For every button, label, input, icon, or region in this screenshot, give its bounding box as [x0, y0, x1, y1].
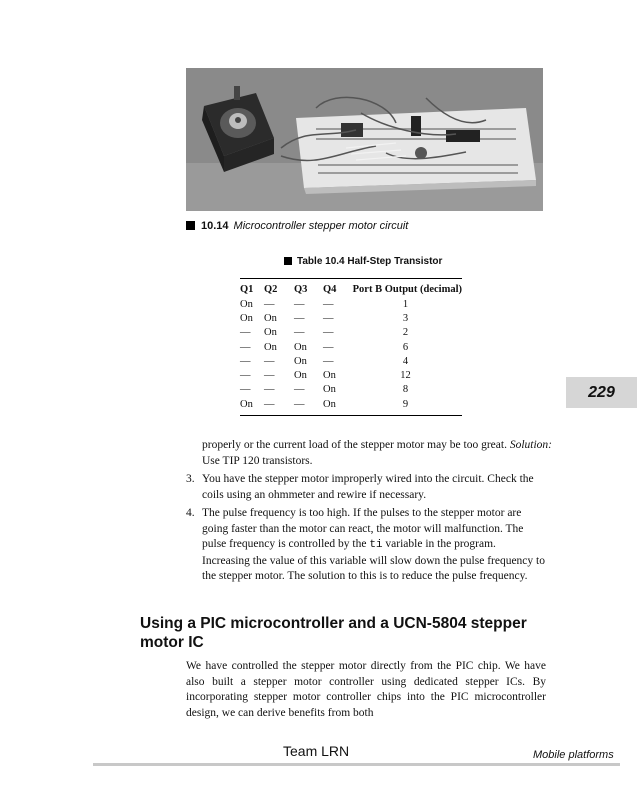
continuation-text: properly or the current load of the stepper motor may be too great. [202, 439, 510, 451]
table-row [240, 354, 462, 368]
table-cell: — [240, 355, 251, 367]
table-cell: 3 [402, 312, 409, 324]
circuit-photo-illustration [186, 68, 543, 211]
table-header-cell: Port B Output (decimal) [352, 284, 462, 295]
list-item-text: The pulse frequency is too high. If the pulses to the stepper motor are going faster than the motor can react, the motor will malfunction. The pulse frequency is controlled by the [202, 507, 524, 550]
table-row [240, 340, 462, 354]
table-header-cell: Q4 [323, 284, 337, 295]
table-cell: — [264, 298, 275, 310]
table-cell: — [323, 312, 334, 324]
table-header-row [240, 282, 462, 297]
table-cell: — [240, 370, 251, 382]
figure-caption [186, 220, 408, 232]
table-row [240, 297, 462, 311]
table-cell: — [323, 298, 334, 310]
continuation-text-end: Use TIP 120 transistors. [202, 454, 313, 467]
page-number: 229 [588, 384, 615, 401]
footer-watermark: Team LRN [283, 743, 350, 759]
table-row [240, 311, 462, 325]
table-cell: On [240, 298, 253, 310]
list-item [186, 472, 546, 503]
table-row [240, 397, 462, 411]
table-cell: On [323, 398, 336, 410]
table-cell: 2 [402, 327, 409, 339]
table-header-cell: Q2 [264, 284, 278, 295]
table-cell: On [294, 341, 307, 353]
table-cell: On [240, 398, 253, 410]
table-cell: 4 [402, 355, 409, 367]
code-variable: ti [369, 539, 383, 551]
table-cell: — [264, 370, 275, 382]
table-header-cell: Q3 [294, 284, 308, 295]
list-item-text: You have the stepper motor improperly wired into the circuit. Check the coils using an ohmmeter and rewire if necessary. [202, 473, 534, 501]
table-caption [284, 256, 442, 267]
list-item-number: 4. [186, 507, 195, 519]
list-item-number: 3. [186, 473, 195, 485]
table-caption-text: Table 10.4 Half-Step Transistor [297, 256, 443, 267]
table-cell: — [264, 398, 275, 410]
figure-caption-text: Microcontroller stepper motor circuit [233, 220, 409, 232]
table-cell: On [264, 312, 277, 324]
table-cell: — [294, 312, 305, 324]
solution-label: Solution: [509, 439, 553, 451]
continuation-paragraph [186, 438, 562, 469]
table-cell: — [323, 355, 334, 367]
table-cell: On [294, 355, 307, 367]
table-cell: — [294, 384, 305, 396]
table-cell: — [264, 355, 275, 367]
table-cell: — [294, 327, 305, 339]
table-row [240, 368, 462, 382]
table-cell: On [323, 370, 336, 382]
table-cell: On [264, 327, 277, 339]
table-cell: — [240, 327, 251, 339]
half-step-table [240, 278, 462, 416]
table-cell: — [323, 327, 334, 339]
numbered-list [186, 472, 546, 585]
table-cell: — [264, 384, 275, 396]
figure-photo [186, 68, 543, 211]
table-cell: — [323, 341, 334, 353]
table-cell: 1 [402, 298, 409, 310]
list-item [186, 506, 546, 585]
table-header-cell: Q1 [240, 284, 254, 295]
section-paragraph: We have controlled the stepper motor directly from the PIC chip. We have also built a stepper motor controller using dedicated stepper ICs. By incorporating stepper motor controller chips into the PIC microcontroller design, we can derive benefits from both [186, 660, 546, 719]
table-cell: — [240, 384, 251, 396]
square-bullet-icon [284, 257, 292, 265]
table-cell: On [323, 384, 336, 396]
section-heading: Using a PIC microcontroller and a UCN-5804 stepper motor IC [140, 615, 527, 651]
table-cell: — [240, 341, 251, 353]
table-cell: On [294, 370, 307, 382]
table-cell: — [294, 298, 305, 310]
list-item-text-end: variable in the program. Increasing the value of this variable will slow down the pulse frequency to the stepper motor. The solution to this is to reduce the pulse frequency. [202, 538, 545, 582]
table-cell: 12 [400, 370, 411, 382]
figure-number: 10.14 [201, 220, 229, 232]
footer-chapter-title: Mobile platforms [533, 749, 614, 761]
table-cell: 8 [402, 384, 409, 396]
square-bullet-icon [186, 221, 195, 230]
page-number-tab [566, 377, 637, 408]
table-cell: — [294, 398, 305, 410]
table-row [240, 383, 462, 397]
table-cell: On [240, 312, 253, 324]
table-cell: 9 [402, 398, 409, 410]
table-row [240, 326, 462, 340]
footer-divider [93, 763, 620, 766]
table-cell: 6 [402, 341, 409, 353]
table-cell: On [264, 341, 277, 353]
